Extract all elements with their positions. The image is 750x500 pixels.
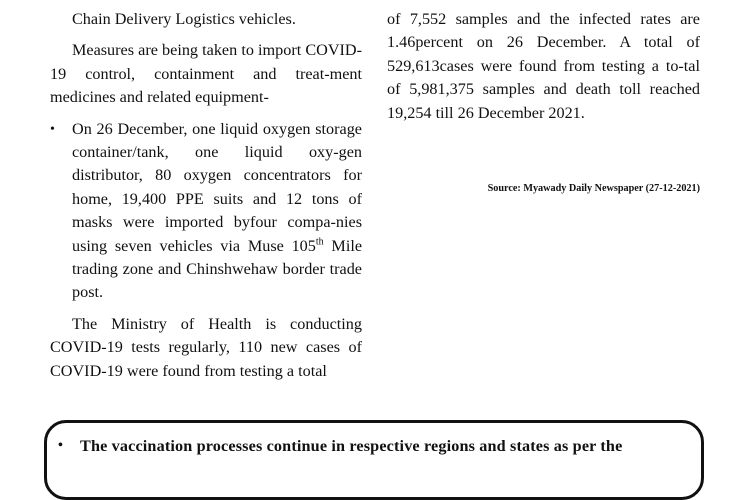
- box-bullet-icon: •: [58, 438, 63, 453]
- ordinal-superscript: th: [315, 236, 324, 248]
- paragraph-ministry-tests: The Ministry of Health is conducting COVID-19 tests regularly, 110 new cases of COVID-19 were found from testing a total: [50, 314, 362, 380]
- bullet-text-end: Mile trading zone and Chinshwehaw border trade post.: [72, 236, 363, 302]
- source-credit: Source: Myawady Daily Newspaper (27-12-2021): [487, 183, 700, 194]
- bullet-text: [72, 120, 362, 302]
- highlight-box: [44, 420, 704, 500]
- paragraph-measures: Measures are being taken to import COVID-19 control, containment and treat-ment medicines and related equipment-: [50, 41, 362, 107]
- bullet-item-oxygen-imports: [50, 118, 362, 305]
- bullet-text-main: On 26 December, one liquid oxygen storage container/tank, one liquid oxy-gen distributor, 80 oxygen concentrators for home, 19,400 PPE suits and 12 tons of masks were imported byfour compa-nies using seven vehicles via Muse 105: [72, 119, 362, 255]
- left-column: [50, 8, 362, 391]
- paragraph-delivery-logistics: Chain Delivery Logistics vehicles.: [72, 10, 296, 28]
- right-column: [387, 8, 700, 133]
- box-vaccination-text: The vaccination processes continue in respective regions and states as per the: [80, 437, 623, 455]
- paragraph-samples-cases: of 7,552 samples and the infected rates are 1.46percent on 26 December. A total of 529,613cases were found from testing a to-tal of 5,981,375 samples and death toll reached 19,254 till 26 December 2021.: [387, 10, 700, 122]
- bullet-icon: •: [50, 121, 55, 137]
